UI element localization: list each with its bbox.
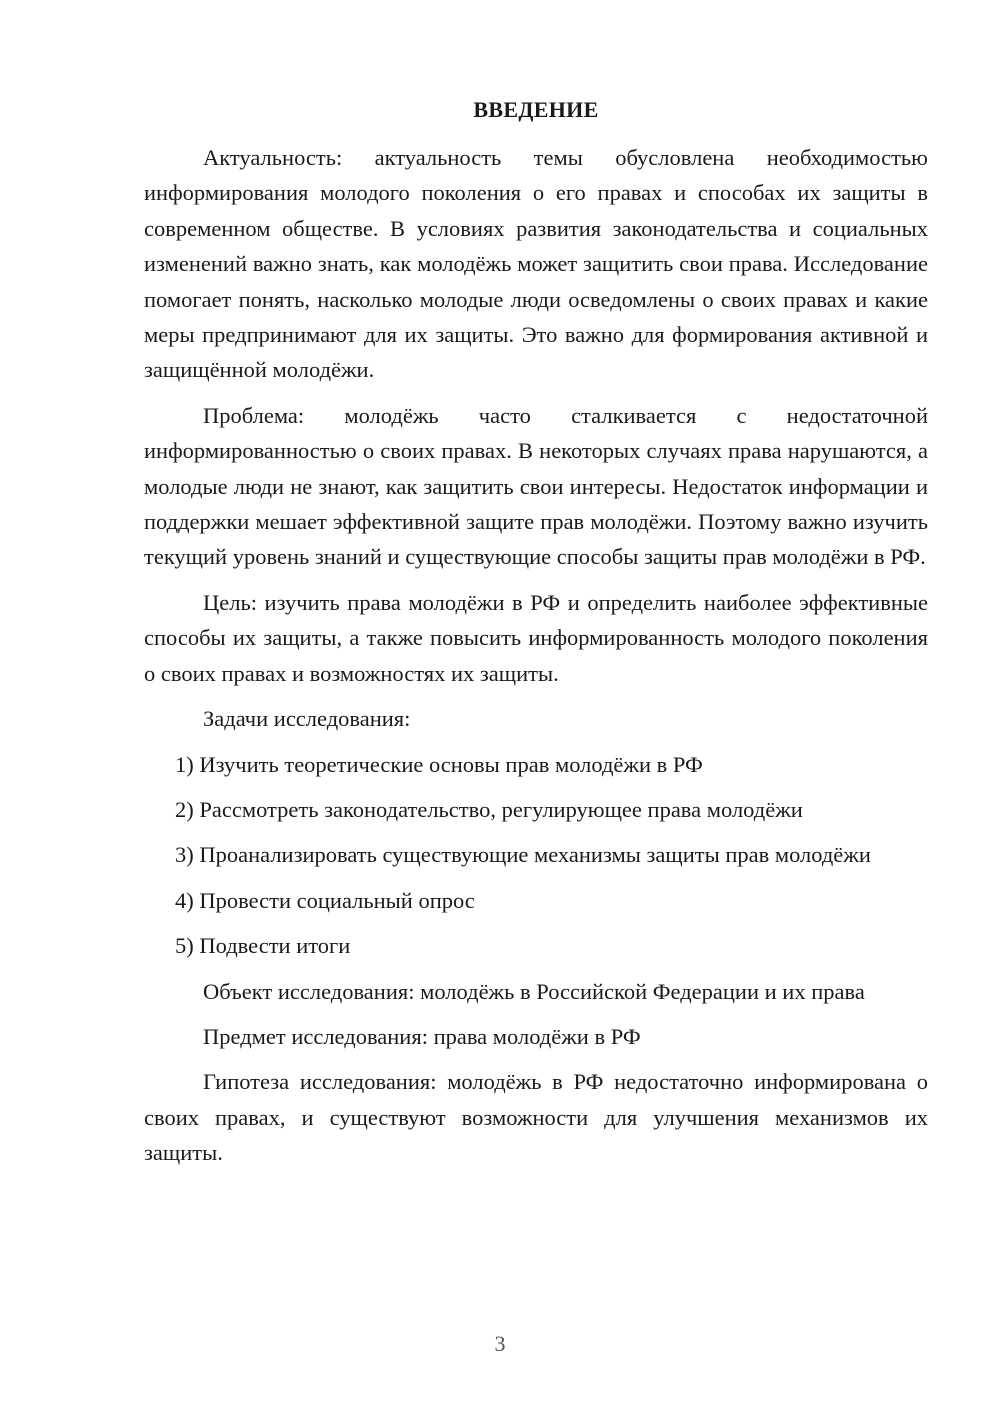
goal-paragraph: Цель: изучить права молодёжи в РФ и определить наиболее эффективные способы их защиты, а также повысить информированность молодого поколения о своих правах и возможностях их защиты. bbox=[144, 589, 928, 686]
tasks-heading: Задачи исследования: bbox=[203, 706, 411, 732]
tasks-list bbox=[144, 747, 928, 964]
subject-paragraph: Предмет исследования: права молодёжи в РФ bbox=[203, 1023, 641, 1049]
problem-paragraph: Проблема: молодёжь часто сталкивается с недостаточной информированностью о своих правах. В некоторых случаях права нарушаются, а молодые люди не знают, как защитить свои интересы. Недостаток информации и поддержки мешает эффективной защите прав молодёжи. Поэтому важно изучить текущий уровень знаний и существующие способы защиты прав молодёжи в РФ. bbox=[144, 402, 928, 570]
hypothesis-paragraph: Гипотеза исследования: молодёжь в РФ недостаточно информирована о своих правах, и существуют возможности для улучшения механизмов их защиты. bbox=[144, 1069, 928, 1166]
document-page bbox=[144, 96, 928, 1181]
page-number: 3 bbox=[494, 1331, 506, 1356]
object-paragraph: Объект исследования: молодёжь в Российской Федерации и их права bbox=[203, 978, 865, 1004]
list-item: 3) Проанализировать существующие механизмы защиты прав молодёжи bbox=[175, 842, 871, 868]
list-item: 4) Провести социальный опрос bbox=[175, 887, 475, 913]
list-item: 1) Изучить теоретические основы прав молодёжи в РФ bbox=[175, 751, 703, 777]
relevance-paragraph: Актуальность: актуальность темы обусловлена необходимостью информирования молодого поколения о его правах и способах их защиты в современном обществе. В условиях развития законодательства и социальных изменений важно знать, как молодёжь может защитить свои права. Исследование помогает понять, насколько молодые люди осведомлены о своих правах и какие меры предпринимают для их защиты. Это важно для формирования активной и защищённой молодёжи. bbox=[144, 145, 928, 383]
list-item: 5) Подвести итоги bbox=[175, 933, 351, 959]
page-title: ВВЕДЕНИЕ bbox=[473, 97, 599, 122]
list-item: 2) Рассмотреть законодательство, регулирующее права молодёжи bbox=[175, 796, 803, 822]
